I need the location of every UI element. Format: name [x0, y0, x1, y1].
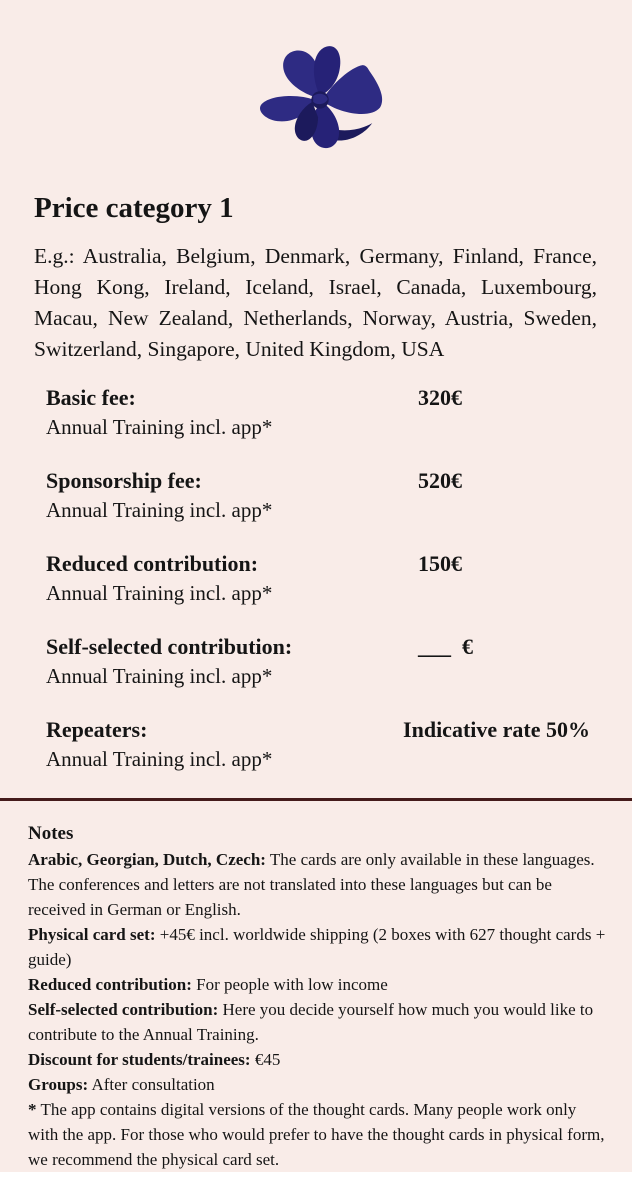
notes-section [28, 821, 610, 1172]
price-label: Repeaters: [46, 717, 148, 742]
price-value: ___ € [418, 634, 473, 659]
price-row-self-selected-contribution [0, 632, 632, 690]
note-lead: Reduced contribution: [28, 975, 192, 994]
price-row-basic-fee [0, 383, 632, 441]
bottom-white-strip [0, 1172, 632, 1180]
note-student-discount [28, 1047, 610, 1072]
price-row-repeaters [0, 715, 632, 773]
note-reduced-contribution [28, 972, 610, 997]
price-sublabel: Annual Training incl. app* [46, 581, 273, 605]
note-app-asterisk [28, 1097, 610, 1172]
note-physical-card-set [28, 922, 610, 972]
note-text: +45€ incl. worldwide shipping (2 boxes with 627 thought cards + guide) [28, 925, 606, 969]
note-lead: Groups: [28, 1075, 89, 1094]
price-sublabel: Annual Training incl. app* [46, 498, 273, 522]
price-row-reduced-contribution [0, 549, 632, 607]
header-image-area [0, 0, 632, 168]
note-text: Here you decide yourself how much you would like to contribute to the Annual Training. [28, 1000, 594, 1044]
price-row-sponsorship-fee [0, 466, 632, 524]
countries-paragraph: E.g.: Australia, Belgium, Denmark, Germany, Finland, France, Hong Kong, Ireland, Iceland, Israel, Canada, Luxembourg, Macau, New Zealand, Netherlands, Norway, Austria, Sweden, Switzerland, Singapore, United Kingdom, USA [34, 244, 597, 361]
note-languages [28, 847, 610, 922]
note-lead: Physical card set: [28, 925, 156, 944]
price-sublabel: Annual Training incl. app* [46, 415, 273, 439]
price-label: Sponsorship fee: [46, 468, 202, 493]
note-text: €45 [254, 1050, 281, 1069]
notes-title: Notes [28, 823, 74, 844]
price-sublabel: Annual Training incl. app* [46, 747, 273, 771]
price-label: Self-selected contribution: [46, 634, 293, 659]
note-self-selected-contribution [28, 997, 610, 1047]
price-value: 320€ [418, 385, 462, 410]
section-divider [0, 798, 632, 801]
note-groups [28, 1072, 610, 1097]
price-value: 520€ [418, 468, 462, 493]
note-lead: * [28, 1100, 37, 1119]
note-text: The app contains digital versions of the thought cards. Many people work only with the app. For those who would prefer to have the thought cards in physical form, we recommend the physical card set. [28, 1100, 605, 1169]
price-value: Indicative rate 50% [403, 717, 590, 742]
note-lead: Discount for students/trainees: [28, 1050, 251, 1069]
price-list [0, 383, 632, 773]
note-lead: Self-selected contribution: [28, 1000, 219, 1019]
note-lead: Arabic, Georgian, Dutch, Czech: [28, 850, 266, 869]
price-label: Basic fee: [46, 385, 136, 410]
price-sublabel: Annual Training incl. app* [46, 664, 273, 688]
price-value: 150€ [418, 551, 462, 576]
note-text: For people with low income [196, 975, 388, 994]
flower-icon [242, 38, 398, 156]
note-text: After consultation [91, 1075, 215, 1094]
price-label: Reduced contribution: [46, 551, 259, 576]
note-text: The cards are only available in these languages. The conferences and letters are not translated into these languages but can be received in German or English. [28, 850, 595, 919]
page-title: Price category 1 [34, 192, 234, 224]
